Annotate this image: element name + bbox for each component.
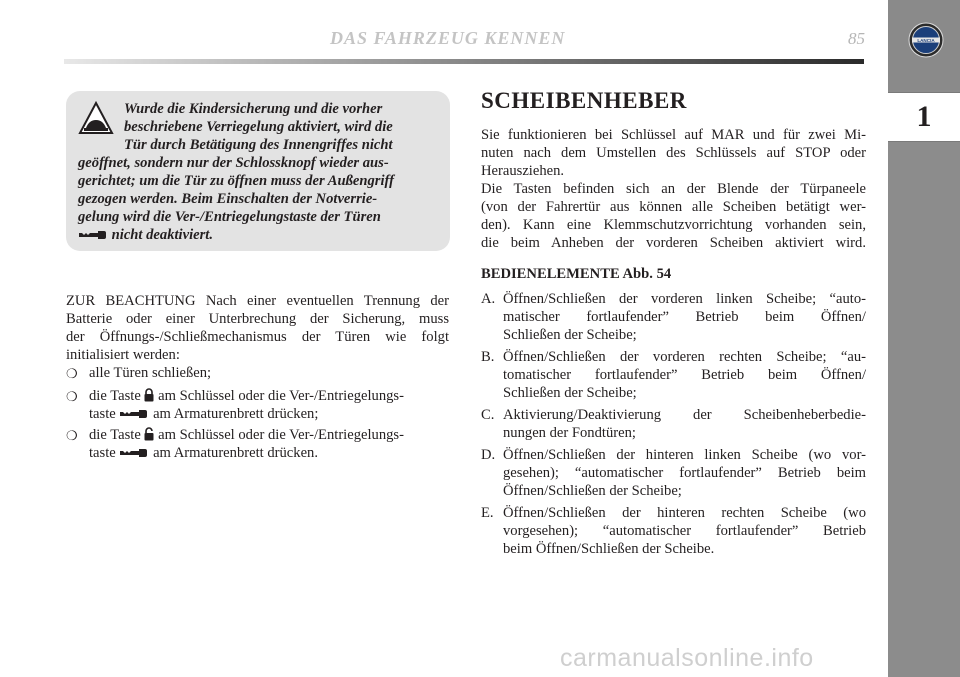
header-rule xyxy=(64,59,864,64)
intro-line: (von der Fahrertür aus können alle Scheiben betätigt wer- xyxy=(481,199,866,215)
key-icon xyxy=(119,408,149,420)
page-number: 85 xyxy=(848,29,865,48)
intro-line: die beim Anheben der vorderen Scheiben aktiviert wird. xyxy=(481,235,866,251)
bullet-text-part: am Armaturenbrett drücken; xyxy=(153,406,319,422)
warning-text-line xyxy=(78,226,213,244)
lock-icon xyxy=(144,388,154,402)
section-title: SCHEIBENHEBER xyxy=(481,88,687,113)
controls-subtitle: BEDIENELEMENTE Abb. 54 xyxy=(481,266,672,282)
item-line: beim Öffnen/Schließen der Scheibe. xyxy=(503,541,715,557)
note-line: ZUR BEACHTUNG Nach einer eventuellen Trennung der xyxy=(66,293,449,309)
bullet-text xyxy=(89,405,318,423)
bullet-text-part: taste xyxy=(89,406,116,422)
item-line: Öffnen/Schließen der vorderen rechten Scheibe; “au- xyxy=(503,349,866,365)
unlock-icon xyxy=(144,427,154,441)
bullet-text-part: taste xyxy=(89,445,116,461)
bullet-text-part: die Taste xyxy=(89,427,141,443)
item-letter: D. xyxy=(481,447,496,463)
warning-text-line: gelung wird die Ver-/Entriegelungstaste der Türen xyxy=(78,209,381,225)
item-letter: E. xyxy=(481,505,494,521)
bullet-text xyxy=(89,426,404,444)
bullet-text-part: am Armaturenbrett drücken. xyxy=(153,445,318,461)
item-line: tomatischer fortlaufender” Betrieb beim Öffnen/ xyxy=(503,367,866,383)
warning-text-end: nicht deaktiviert. xyxy=(111,227,213,243)
key-icon xyxy=(78,229,108,241)
bullet-text xyxy=(89,444,318,462)
warning-text-line: Wurde die Kindersicherung und die vorher xyxy=(124,101,383,117)
key-icon xyxy=(119,447,149,459)
intro-line: Sie funktionieren bei Schlüssel auf MAR und für zwei Mi- xyxy=(481,127,866,143)
warning-text-line: gerichtet; um die Tür zu öffnen muss der Außengriff xyxy=(78,173,394,189)
item-line: nungen der Fondtüren; xyxy=(503,425,636,441)
item-line: Schließen der Scheibe; xyxy=(503,327,637,343)
warning-text-line: beschriebene Verriegelung aktiviert, wird die xyxy=(124,119,393,135)
bullet-text-part: am Schlüssel oder die Ver-/Entriegelungs- xyxy=(158,427,404,443)
item-line: matischer fortlaufender” Betrieb beim Öffnen/ xyxy=(503,309,866,325)
warning-triangle-icon xyxy=(78,101,114,135)
lancia-logo-icon xyxy=(908,22,944,58)
intro-line: den). Kann eine Klemmschutzvorrichtung vorhanden sein, xyxy=(481,217,866,233)
item-line: Öffnen/Schließen der hinteren rechten Scheibe (wo xyxy=(503,505,866,521)
item-letter: A. xyxy=(481,291,496,307)
warning-text-line: gezogen werden. Beim Einschalten der Notverrie- xyxy=(78,191,378,207)
item-line: Öffnen/Schließen der vorderen linken Scheibe; “auto- xyxy=(503,291,866,307)
note-line: Batterie oder einer Unterbrechung der Sicherung, muss xyxy=(66,311,449,327)
intro-line: nuten nach dem Umstellen des Schlüssels auf STOP oder xyxy=(481,145,866,161)
item-letter: B. xyxy=(481,349,495,365)
bullet-circle: ❍ xyxy=(66,428,78,443)
note-line: initialisiert werden: xyxy=(66,347,180,363)
bullet-circle: ❍ xyxy=(66,366,78,381)
bullet-text-part: die Taste xyxy=(89,388,141,404)
running-header: DAS FAHRZEUG KENNEN xyxy=(330,28,566,48)
chapter-sidebar xyxy=(888,0,960,677)
watermark: carmanualsonline.info xyxy=(560,644,814,672)
item-line: Öffnen/Schließen der Scheibe; xyxy=(503,483,682,499)
logo-block xyxy=(888,0,960,90)
item-line: gesehen); “automatischer fortlaufender” Betrieb beim xyxy=(503,465,866,481)
note-line: der Öffnungs-/Schließmechanismus der Türen wie folgt xyxy=(66,329,449,345)
intro-line: Die Tasten befinden sich an der Blende der Türpaneele xyxy=(481,181,866,197)
bullet-circle: ❍ xyxy=(66,389,78,404)
bullet-text: alle Türen schließen; xyxy=(89,365,212,381)
bullet-text-part: am Schlüssel oder die Ver-/Entriegelungs- xyxy=(158,388,404,404)
warning-text-line: geöffnet, sondern nur der Schlossknopf wieder aus- xyxy=(78,155,389,171)
bullet-text xyxy=(89,387,404,405)
item-line: Aktivierung/Deaktivierung der Scheibenheberbedie- xyxy=(503,407,866,423)
item-letter: C. xyxy=(481,407,495,423)
item-line: vorgesehen); “automatischer fortlaufender” Betrieb xyxy=(503,523,866,539)
chapter-number: 1 xyxy=(888,92,960,142)
item-line: Öffnen/Schließen der hinteren linken Scheibe (wo vor- xyxy=(503,447,866,463)
item-line: Schließen der Scheibe; xyxy=(503,385,637,401)
intro-line: Herausziehen. xyxy=(481,163,565,179)
svg-text:LANCIA: LANCIA xyxy=(917,37,935,43)
warning-text-line: Tür durch Betätigung des Innengriffes nicht xyxy=(124,137,393,153)
